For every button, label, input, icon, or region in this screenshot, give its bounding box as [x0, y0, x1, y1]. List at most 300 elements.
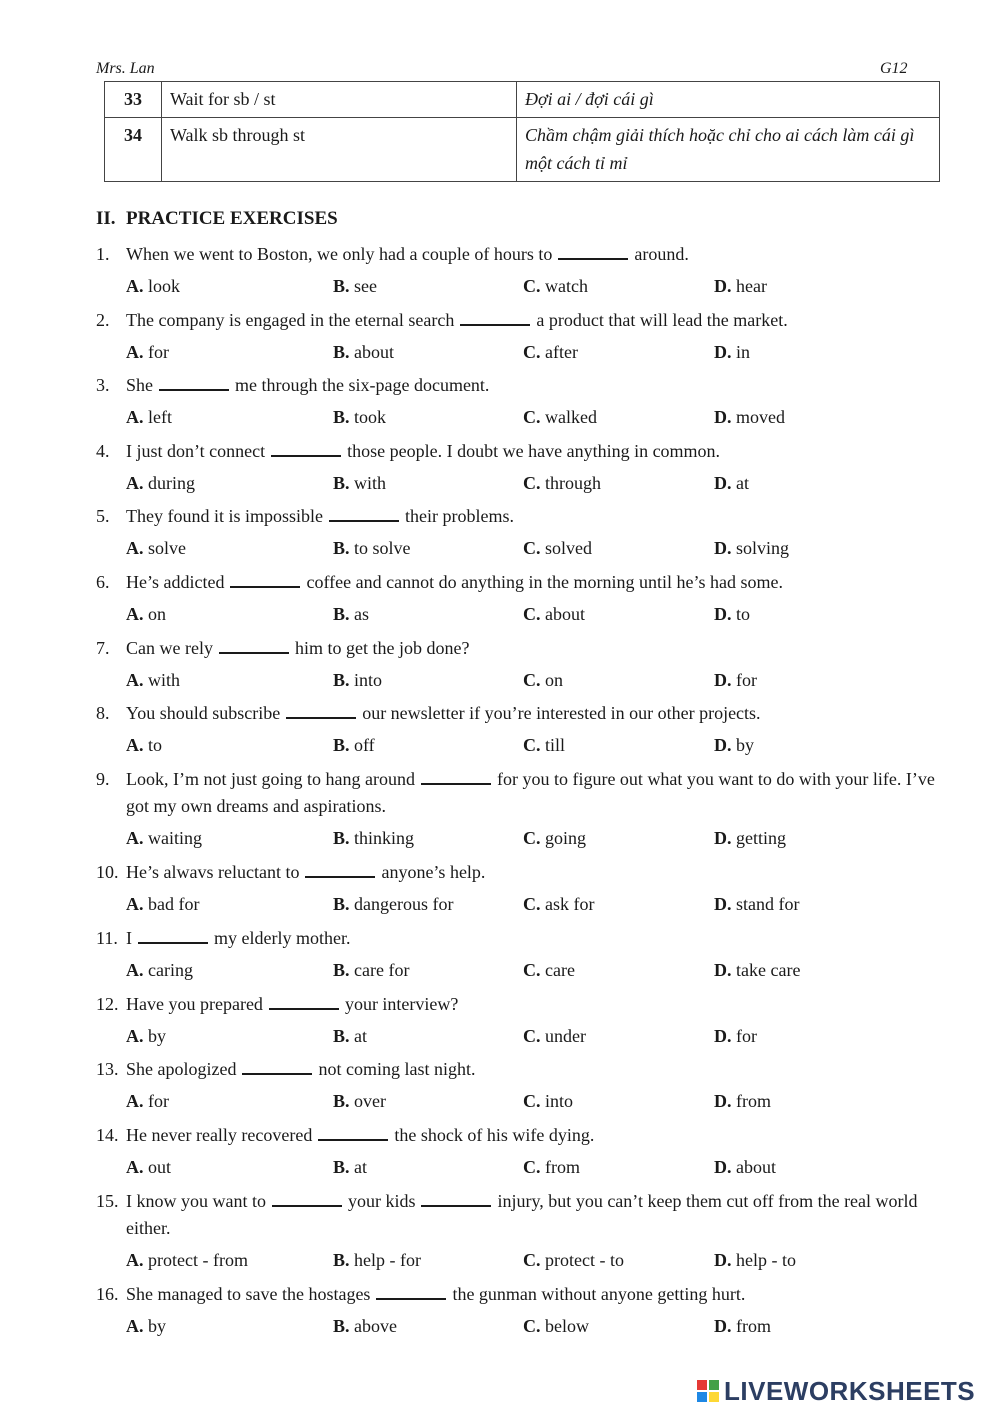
option-c[interactable]: [523, 958, 575, 982]
option-text: in: [736, 342, 751, 362]
option-letter: C.: [523, 1091, 541, 1111]
answer-blank[interactable]: [230, 571, 300, 588]
option-letter: C.: [523, 604, 541, 624]
option-text: solving: [736, 538, 790, 558]
answer-blank[interactable]: [286, 702, 356, 719]
question-item: [96, 438, 946, 465]
answer-options: [126, 536, 946, 560]
option-d[interactable]: [714, 340, 750, 364]
question-text-before-blank: The company is engaged in the eternal search: [126, 310, 455, 330]
brand-icon: [697, 1380, 721, 1402]
question-text-before-blank: I know you want to: [126, 1191, 266, 1211]
option-text: bad for: [148, 894, 200, 914]
option-a[interactable]: [126, 668, 180, 692]
option-text: during: [148, 473, 195, 493]
answer-blank[interactable]: [460, 309, 530, 326]
option-letter: D.: [714, 538, 732, 558]
option-text: took: [354, 407, 387, 427]
option-letter: A.: [126, 407, 144, 427]
option-b[interactable]: [333, 892, 453, 916]
option-letter: A.: [126, 670, 144, 690]
option-text: protect - from: [148, 1250, 248, 1270]
option-letter: B.: [333, 604, 350, 624]
question-text-before-blank: Look, I’m not just going to hang around: [126, 769, 415, 789]
answer-options: [126, 733, 946, 757]
option-text: for: [736, 1026, 757, 1046]
option-letter: A.: [126, 538, 144, 558]
answer-blank[interactable]: [421, 768, 491, 785]
question-text: [126, 862, 485, 882]
option-c[interactable]: [523, 892, 594, 916]
question-text-before-blank: When we went to Boston, we only had a couple of hours to: [126, 244, 553, 264]
option-b[interactable]: [333, 1314, 397, 1338]
option-b[interactable]: [333, 340, 394, 364]
question-number: 16.: [96, 1284, 119, 1304]
option-letter: B.: [333, 894, 350, 914]
question-item: [96, 766, 946, 820]
option-text: see: [354, 276, 377, 296]
question-text: [126, 928, 350, 948]
option-b[interactable]: [333, 958, 409, 982]
question-text-before-blank: Have you prepared: [126, 994, 263, 1014]
option-letter: A.: [126, 894, 144, 914]
option-c[interactable]: [523, 1155, 580, 1179]
question-text-after-blank: injury, but you can’t keep them cut off from the real world either.: [126, 1191, 918, 1238]
question-item: [96, 859, 946, 886]
option-letter: D.: [714, 604, 732, 624]
option-d[interactable]: [714, 1024, 757, 1048]
question-text-after-blank: those people. I doubt we have anything in common.: [347, 441, 721, 461]
option-c[interactable]: [523, 826, 586, 850]
question-item: [96, 700, 946, 727]
option-text: for: [736, 670, 757, 690]
question-item: [96, 307, 946, 334]
option-letter: D.: [714, 276, 732, 296]
question-text-before-blank: She apologized: [126, 1059, 237, 1079]
question-item: [96, 991, 946, 1018]
option-text: about: [545, 604, 585, 624]
option-d[interactable]: [714, 471, 749, 495]
option-c[interactable]: [523, 536, 592, 560]
option-c[interactable]: [523, 274, 588, 298]
option-text: at: [354, 1157, 368, 1177]
question-text: [126, 1059, 475, 1079]
option-letter: B.: [333, 1316, 350, 1336]
question-number: 8.: [96, 703, 110, 723]
option-letter: B.: [333, 473, 350, 493]
question-text: [126, 766, 946, 820]
option-letter: A.: [126, 960, 144, 980]
option-b[interactable]: [333, 1024, 367, 1048]
option-letter: C.: [523, 538, 541, 558]
option-b[interactable]: [333, 1155, 367, 1179]
section-heading: PRACTICE EXERCISES: [126, 208, 338, 229]
option-c[interactable]: [523, 1314, 589, 1338]
teacher-name: Mrs. Lan: [96, 60, 155, 77]
question-item: [96, 241, 946, 268]
answer-blank[interactable]: [305, 861, 375, 878]
question-number: 7.: [96, 638, 110, 658]
question-text-before-blank: She managed to save the hostages: [126, 1284, 371, 1304]
option-text: above: [354, 1316, 397, 1336]
grade-label: G12: [880, 60, 908, 77]
question-number: 14.: [96, 1125, 119, 1145]
question-text-after-blank: me through the six-page document.: [235, 375, 490, 395]
option-letter: C.: [523, 894, 541, 914]
option-text: hear: [736, 276, 767, 296]
option-text: thinking: [354, 828, 415, 848]
question-text-after-blank: the gunman without anyone getting hurt.: [452, 1284, 746, 1304]
option-text: through: [545, 473, 601, 493]
option-letter: D.: [714, 894, 732, 914]
option-b[interactable]: [333, 733, 375, 757]
option-c[interactable]: [523, 471, 601, 495]
meaning-cell: Đợi ai / đợi cái gì: [517, 82, 940, 118]
option-a[interactable]: [126, 1314, 166, 1338]
answer-blank[interactable]: [272, 1190, 342, 1207]
question-item: [96, 1281, 946, 1308]
option-b[interactable]: [333, 826, 414, 850]
option-text: by: [148, 1316, 166, 1336]
answer-options: [126, 826, 946, 850]
option-d[interactable]: [714, 958, 800, 982]
option-letter: C.: [523, 342, 541, 362]
option-d[interactable]: [714, 274, 767, 298]
option-text: take care: [736, 960, 801, 980]
question-text-after-blank: around.: [634, 244, 689, 264]
option-text: from: [545, 1157, 580, 1177]
question-text-before-blank: I: [126, 928, 132, 948]
option-d[interactable]: [714, 1314, 771, 1338]
option-c[interactable]: [523, 733, 565, 757]
option-text: from: [736, 1316, 771, 1336]
option-text: watch: [545, 276, 588, 296]
brand-name: LIVEWORKSHEETS: [724, 1376, 976, 1406]
option-letter: D.: [714, 1091, 732, 1111]
option-text: look: [148, 276, 181, 296]
option-text: walked: [545, 407, 597, 427]
answer-options: [126, 1024, 946, 1048]
phrase-cell: Walk sb through st: [162, 118, 517, 182]
option-text: till: [545, 735, 566, 755]
option-c[interactable]: [523, 340, 578, 364]
section-title: [96, 208, 338, 230]
option-letter: B.: [333, 1157, 350, 1177]
option-text: into: [354, 670, 383, 690]
option-letter: D.: [714, 670, 732, 690]
question-number: 12.: [96, 994, 119, 1014]
option-letter: A.: [126, 1091, 144, 1111]
option-letter: B.: [333, 1026, 350, 1046]
option-c[interactable]: [523, 1024, 586, 1048]
option-a[interactable]: [126, 826, 202, 850]
option-letter: B.: [333, 342, 350, 362]
option-b[interactable]: [333, 602, 369, 626]
question-text-after-blank: our newsletter if you’re interested in our other projects.: [362, 703, 761, 723]
option-text: help - for: [354, 1250, 421, 1270]
option-a[interactable]: [126, 405, 172, 429]
option-letter: C.: [523, 1026, 541, 1046]
option-c[interactable]: [523, 668, 563, 692]
option-b[interactable]: [333, 1089, 386, 1113]
option-text: dangerous for: [354, 894, 454, 914]
phrase-cell: Wait for sb / st: [162, 82, 517, 118]
option-text: for: [148, 342, 169, 362]
option-text: by: [148, 1026, 166, 1046]
vocabulary-table: [104, 81, 940, 182]
answer-blank[interactable]: [138, 927, 208, 944]
option-d[interactable]: [714, 668, 757, 692]
question-text-before-blank: I just don’t connect: [126, 441, 266, 461]
option-a[interactable]: [126, 892, 199, 916]
option-letter: D.: [714, 1157, 732, 1177]
question-text-after-blank: a product that will lead the market.: [536, 310, 788, 330]
option-text: below: [545, 1316, 589, 1336]
question-text: [126, 703, 761, 723]
option-d[interactable]: [714, 826, 786, 850]
answer-options: [126, 405, 946, 429]
option-letter: A.: [126, 1026, 144, 1046]
option-letter: C.: [523, 276, 541, 296]
answer-options: [126, 668, 946, 692]
option-d[interactable]: [714, 1248, 796, 1272]
option-text: to: [148, 735, 163, 755]
option-text: over: [354, 1091, 386, 1111]
option-letter: B.: [333, 670, 350, 690]
option-text: on: [545, 670, 563, 690]
option-letter: B.: [333, 276, 350, 296]
option-letter: A.: [126, 473, 144, 493]
option-c[interactable]: [523, 602, 585, 626]
option-letter: C.: [523, 473, 541, 493]
question-text: [126, 244, 689, 264]
option-text: on: [148, 604, 166, 624]
option-d[interactable]: [714, 405, 785, 429]
option-d[interactable]: [714, 733, 754, 757]
option-letter: B.: [333, 960, 350, 980]
question-text: [126, 375, 489, 395]
question-text: [126, 1188, 946, 1242]
table-row: [105, 118, 940, 182]
option-letter: C.: [523, 670, 541, 690]
question-text-before-blank: He’s alwavs reluctant to: [126, 862, 300, 882]
question-item: [96, 503, 946, 530]
question-text: [126, 310, 788, 330]
option-d[interactable]: [714, 602, 750, 626]
question-text-before-blank: You should subscribe: [126, 703, 281, 723]
option-text: help - to: [736, 1250, 796, 1270]
option-text: under: [545, 1026, 586, 1046]
option-text: caring: [148, 960, 193, 980]
option-b[interactable]: [333, 536, 411, 560]
question-text: [126, 506, 514, 526]
answer-options: [126, 1155, 946, 1179]
option-letter: D.: [714, 1250, 732, 1270]
answer-options: [126, 1314, 946, 1338]
option-letter: A.: [126, 1250, 144, 1270]
question-text-after-blank: him to get the job done?: [294, 638, 470, 658]
option-b[interactable]: [333, 274, 377, 298]
question-text-before-blank: She: [126, 375, 153, 395]
option-text: protect - to: [545, 1250, 624, 1270]
option-c[interactable]: [523, 405, 597, 429]
option-text: with: [354, 473, 387, 493]
option-a[interactable]: [126, 1155, 171, 1179]
question-number: 2.: [96, 310, 110, 330]
question-number: 10.: [96, 862, 119, 882]
question-text-after-blank: not coming last night.: [318, 1059, 476, 1079]
option-letter: A.: [126, 735, 144, 755]
option-a[interactable]: [126, 958, 193, 982]
question-number: 13.: [96, 1059, 119, 1079]
option-text: going: [545, 828, 587, 848]
option-text: from: [736, 1091, 771, 1111]
answer-blank[interactable]: [376, 1283, 446, 1300]
option-a[interactable]: [126, 733, 162, 757]
option-text: solved: [545, 538, 592, 558]
option-c[interactable]: [523, 1089, 573, 1113]
option-letter: A.: [126, 828, 144, 848]
question-text: [126, 994, 458, 1014]
option-text: moved: [736, 407, 785, 427]
option-a[interactable]: [126, 1024, 166, 1048]
question-item: [96, 1122, 946, 1149]
question-item: [96, 372, 946, 399]
question-text-before-blank: They found it is impossible: [126, 506, 323, 526]
option-d[interactable]: [714, 536, 789, 560]
section-number: II.: [96, 208, 116, 229]
option-text: to solve: [354, 538, 411, 558]
option-text: after: [545, 342, 578, 362]
option-text: about: [354, 342, 395, 362]
option-d[interactable]: [714, 1089, 771, 1113]
option-text: with: [148, 670, 181, 690]
option-b[interactable]: [333, 668, 382, 692]
answer-blank[interactable]: [318, 1124, 388, 1141]
question-number: 1.: [96, 244, 110, 264]
answer-options: [126, 958, 946, 982]
option-c[interactable]: [523, 1248, 624, 1272]
option-letter: D.: [714, 960, 732, 980]
option-letter: C.: [523, 1250, 541, 1270]
option-letter: B.: [333, 735, 350, 755]
answer-blank[interactable]: [329, 505, 399, 522]
question-text-before-blank: He’s addicted: [126, 572, 225, 592]
row-number: 33: [105, 82, 162, 118]
answer-options: [126, 1089, 946, 1113]
question-number: 5.: [96, 506, 110, 526]
question-text-before-blank: He never really recovered: [126, 1125, 313, 1145]
option-letter: D.: [714, 1026, 732, 1046]
option-text: at: [354, 1026, 368, 1046]
option-text: about: [736, 1157, 776, 1177]
option-letter: C.: [523, 960, 541, 980]
question-item: [96, 635, 946, 662]
option-letter: A.: [126, 342, 144, 362]
question-text-after-blank: your interview?: [344, 994, 459, 1014]
question-text: [126, 441, 720, 461]
question-item: [96, 1188, 946, 1242]
option-text: for: [148, 1091, 169, 1111]
option-a[interactable]: [126, 1248, 248, 1272]
option-letter: A.: [126, 1157, 144, 1177]
option-text: by: [736, 735, 754, 755]
answer-options: [126, 274, 946, 298]
question-text-after-blank: for you to figure out what you want to do with your life. I’ve got my own dreams and aspirations.: [126, 769, 935, 816]
option-b[interactable]: [333, 471, 386, 495]
option-b[interactable]: [333, 405, 386, 429]
answer-blank[interactable]: [421, 1190, 491, 1207]
option-letter: C.: [523, 1157, 541, 1177]
option-text: ask for: [545, 894, 595, 914]
option-letter: B.: [333, 1250, 350, 1270]
question-text-after-blank: the shock of his wife dying.: [394, 1125, 595, 1145]
option-letter: B.: [333, 828, 350, 848]
answer-options: [126, 471, 946, 495]
option-text: waiting: [148, 828, 202, 848]
question-text-after-blank: anyone’s help.: [381, 862, 486, 882]
option-letter: B.: [333, 538, 350, 558]
answer-blank[interactable]: [269, 993, 339, 1010]
option-a[interactable]: [126, 274, 180, 298]
option-letter: B.: [333, 1091, 350, 1111]
answer-options: [126, 1248, 946, 1272]
answer-blank[interactable]: [219, 637, 289, 654]
question-number: 4.: [96, 441, 110, 461]
option-text: stand for: [736, 894, 800, 914]
option-letter: D.: [714, 342, 732, 362]
question-text: [126, 572, 783, 592]
option-text: solve: [148, 538, 186, 558]
answer-options: [126, 602, 946, 626]
option-a[interactable]: [126, 602, 166, 626]
option-d[interactable]: [714, 1155, 776, 1179]
meaning-cell: Chầm chậm giải thích hoặc chỉ cho ai cách làm cái gì một cách tỉ mỉ: [517, 118, 940, 182]
question-item: [96, 1056, 946, 1083]
option-a[interactable]: [126, 340, 169, 364]
option-text: out: [148, 1157, 172, 1177]
option-a[interactable]: [126, 471, 195, 495]
question-text-before-blank: Can we rely: [126, 638, 213, 658]
table-row: [105, 82, 940, 118]
answer-blank[interactable]: [271, 440, 341, 457]
question-text: [126, 1284, 745, 1304]
row-number: 34: [105, 118, 162, 182]
option-letter: B.: [333, 407, 350, 427]
question-text: [126, 638, 469, 658]
option-letter: D.: [714, 828, 732, 848]
answer-blank[interactable]: [242, 1058, 312, 1075]
question-number: 9.: [96, 769, 110, 789]
option-d[interactable]: [714, 892, 799, 916]
question-number: 6.: [96, 572, 110, 592]
option-text: off: [354, 735, 375, 755]
option-text: as: [354, 604, 370, 624]
option-text: care for: [354, 960, 410, 980]
option-letter: A.: [126, 1316, 144, 1336]
answer-options: [126, 340, 946, 364]
option-a[interactable]: [126, 1089, 169, 1113]
option-b[interactable]: [333, 1248, 421, 1272]
option-letter: D.: [714, 1316, 732, 1336]
option-letter: C.: [523, 1316, 541, 1336]
answer-blank[interactable]: [558, 243, 628, 260]
question-number: 3.: [96, 375, 110, 395]
option-a[interactable]: [126, 536, 186, 560]
question-text-after-blank: my elderly mother.: [214, 928, 351, 948]
answer-blank[interactable]: [159, 374, 229, 391]
option-letter: D.: [714, 407, 732, 427]
